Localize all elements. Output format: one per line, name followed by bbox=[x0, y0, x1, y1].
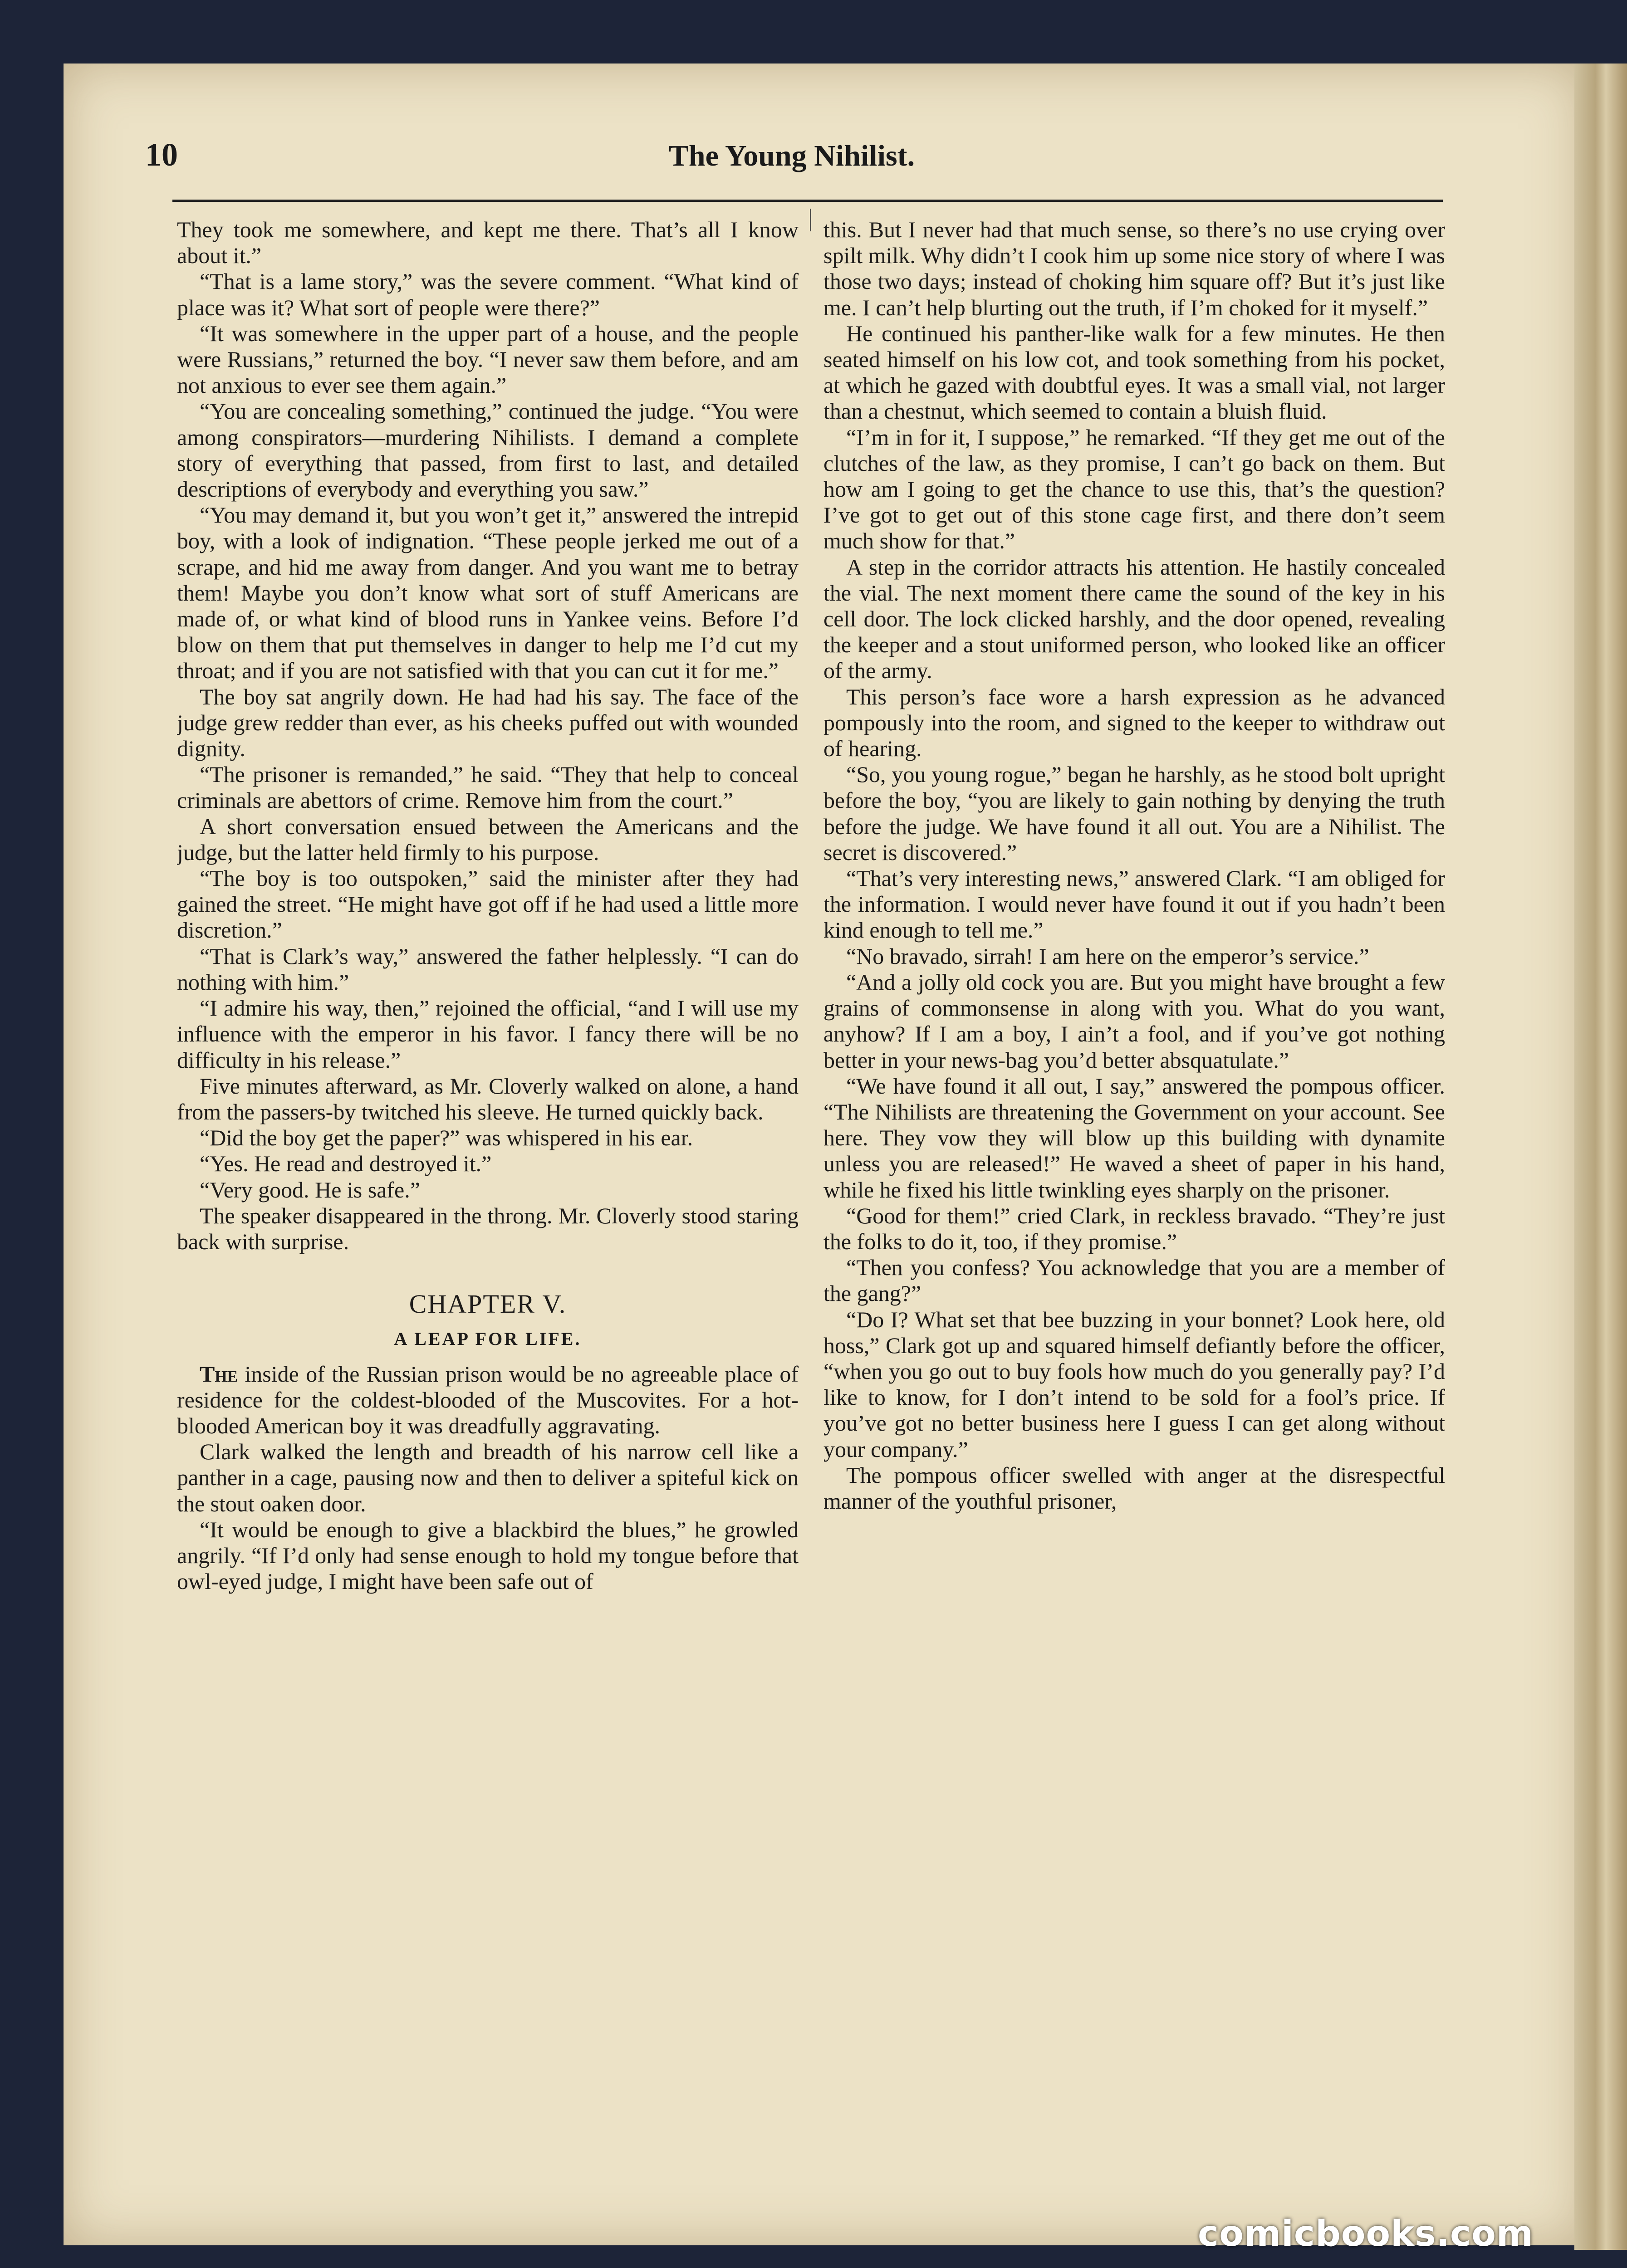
book-spine-edge bbox=[1574, 64, 1627, 2250]
paragraph: The pompous officer swelled with anger at the disrespectful manner of the youthful prisoner, bbox=[823, 1462, 1445, 1514]
paragraph: “Then you confess? You acknowledge that you are a member of the gang?” bbox=[823, 1255, 1445, 1306]
paragraph: “Very good. He is safe.” bbox=[200, 1177, 420, 1202]
paragraph: “The boy is too outspoken,” said the minister after they had gained the street. “He might have got off if he had used a little more discretion.” bbox=[177, 865, 799, 943]
paragraph: “I admire his way, then,” rejoined the official, “and I will use my influence with the emperor in his favor. I fancy there will be no difficulty in his release.” bbox=[177, 995, 799, 1073]
paragraph: “You may demand it, but you won’t get it,” answered the intrepid boy, with a look of indignation. “These people jerked me out of a scrape, and hid me away from danger. And you want me to betray them! Maybe you don’t know what sort of stuff Americans are made of, or what kind of blood runs in Yankee veins. Before I’d blow on them that put themselves in danger to help me I’d cut my throat; and if you are not satisfied with that you can cut it for me.” bbox=[177, 502, 799, 684]
paragraph: A step in the corridor attracts his attention. He hastily concealed the vial. The next moment there came the sound of the key in his cell door. The lock clicked harshly, and the door opened, revealing the keeper and a stout uniformed person, who looked like an officer of the army. bbox=[823, 554, 1445, 684]
chapter-subtitle: A LEAP FOR LIFE. bbox=[394, 1329, 582, 1349]
paragraph: “You are concealing something,” continued the judge. “You were among conspirators—murdering Nihilists. I demand a complete story of everything that passed, from first to last, and detailed descriptions of everybody and everything you saw.” bbox=[177, 398, 799, 502]
paragraph: Clark walked the length and breadth of his narrow cell like a panther in a cage, pausing now and then to deliver a spiteful kick on the stout oaken door. bbox=[177, 1439, 799, 1516]
chapter-heading: CHAPTER V. bbox=[409, 1289, 567, 1319]
paragraph: “Good for them!” cried Clark, in reckless bravado. “They’re just the folks to do it, too, if they promise.” bbox=[823, 1202, 1445, 1254]
chapter-first-paragraph-text: inside of the Russian prison would be no agreeable place of residence for the coldest-blooded of the Muscovites. For a hot-blooded American boy it was dreadfully aggravating. bbox=[177, 1361, 799, 1438]
page-header bbox=[145, 136, 1438, 186]
chapter-first-paragraph bbox=[177, 1361, 799, 1439]
paragraph: “That is a lame story,” was the severe comment. “What kind of place was it? What sort of people were there?” bbox=[177, 269, 799, 320]
paragraph: He continued his panther-like walk for a few minutes. He then seated himself on his low cot, and took something from his pocket, at which he gazed with doubtful eyes. It was a small vial, not larger than a chestnut, which seemed to contain a bluish fluid. bbox=[823, 320, 1445, 424]
left-column bbox=[177, 217, 799, 2108]
page-number: 10 bbox=[145, 137, 178, 173]
paragraph: “It would be enough to give a blackbird the blues,” he growled angrily. “If I’d only had sense enough to hold my tongue before that owl-eyed judge, I might have been safe out of bbox=[177, 1516, 799, 1594]
header-rule bbox=[172, 200, 1443, 202]
paragraph: this. But I never had that much sense, so there’s no use crying over spilt milk. Why didn’t I cook him up some nice story of where I was those two days; instead of choking him square off? But it’s just like me. I can’t help blurting out the truth, if I’m choked for it myself.” bbox=[823, 217, 1445, 320]
paragraph: “That is Clark’s way,” answered the father helplessly. “I can do nothing with him.” bbox=[177, 943, 799, 995]
paragraph: The boy sat angrily down. He had had his say. The face of the judge grew redder than ever, as his cheeks puffed out with wounded dignity. bbox=[177, 684, 799, 762]
paragraph: The speaker disappeared in the throng. Mr. Cloverly stood staring back with surprise. bbox=[177, 1202, 799, 1254]
paragraph: “And a jolly old cock you are. But you might have brought a few grains of commonsense in along with you. What do you want, anyhow? If I am a boy, I ain’t a fool, and if you’ve got nothing better in your news-bag you’d better absquatulate.” bbox=[823, 969, 1445, 1073]
paragraph: “I’m in for it, I suppose,” he remarked. “If they get me out of the clutches of the law, as they promise, I can’t go back on them. But how am I going to get the chance to use this, that’s the question? I’ve got to get out of this stone cage first, and there don’t seem much show for that.” bbox=[823, 424, 1445, 554]
paragraph: They took me somewhere, and kept me there. That’s all I know about it.” bbox=[177, 217, 799, 269]
paragraph: “That’s very interesting news,” answered Clark. “I am obliged for the information. I would never have found it out if you hadn’t been kind enough to tell me.” bbox=[823, 865, 1445, 943]
paragraph: “We have found it all out, I say,” answered the pompous officer. “The Nihilists are threatening the Government on your account. See here. They vow they will blow up this building with dynamite unless you are released!” He waved a sheet of paper in his hand, while he fixed his little twinkling eyes sharply on the prisoner. bbox=[823, 1073, 1445, 1202]
paragraph: This person’s face wore a harsh expression as he advanced pompously into the room, and signed to the keeper to withdraw out of hearing. bbox=[823, 684, 1445, 762]
paragraph: Five minutes afterward, as Mr. Cloverly walked on alone, a hand from the passers-by twitched his sleeve. He turned quickly back. bbox=[177, 1073, 799, 1124]
paragraph: “So, you young rogue,” began he harshly, as he stood bolt upright before the boy, “you are likely to gain nothing by denying the truth before the judge. We have found it all out. You are a Nihilist. The secret is discovered.” bbox=[823, 762, 1445, 865]
paragraph: “Did the boy get the paper?” was whispered in his ear. bbox=[200, 1125, 693, 1151]
paragraph: A short conversation ensued between the Americans and the judge, but the latter held firmly to his purpose. bbox=[177, 813, 799, 865]
paragraph: “It was somewhere in the upper part of a house, and the people were Russians,” returned the boy. “I never saw them before, and am not anxious to ever see them again.” bbox=[177, 320, 799, 398]
chapter-lead-word: The bbox=[200, 1361, 238, 1387]
right-column bbox=[823, 217, 1445, 2108]
paragraph: “Do I? What set that bee buzzing in your bonnet? Look here, old hoss,” Clark got up and squared himself defiantly before the officer, “when you go out to buy fools how much do you generally pay? I’d like to know, for I don’t intend to be sold for a fool’s price. If you’ve got no better business here I guess I can get along without your company.” bbox=[823, 1306, 1445, 1462]
paragraph: “No bravado, sirrah! I am here on the emperor’s service.” bbox=[846, 943, 1369, 969]
paragraph: “The prisoner is remanded,” he said. “They that help to conceal criminals are abettors of crime. Remove him from the court.” bbox=[177, 762, 799, 813]
site-watermark: comicbooks.com bbox=[1198, 2214, 1534, 2254]
paragraph: “Yes. He read and destroyed it.” bbox=[200, 1151, 492, 1177]
column-divider bbox=[810, 209, 811, 231]
running-title: The Young Nihilist. bbox=[668, 139, 915, 172]
